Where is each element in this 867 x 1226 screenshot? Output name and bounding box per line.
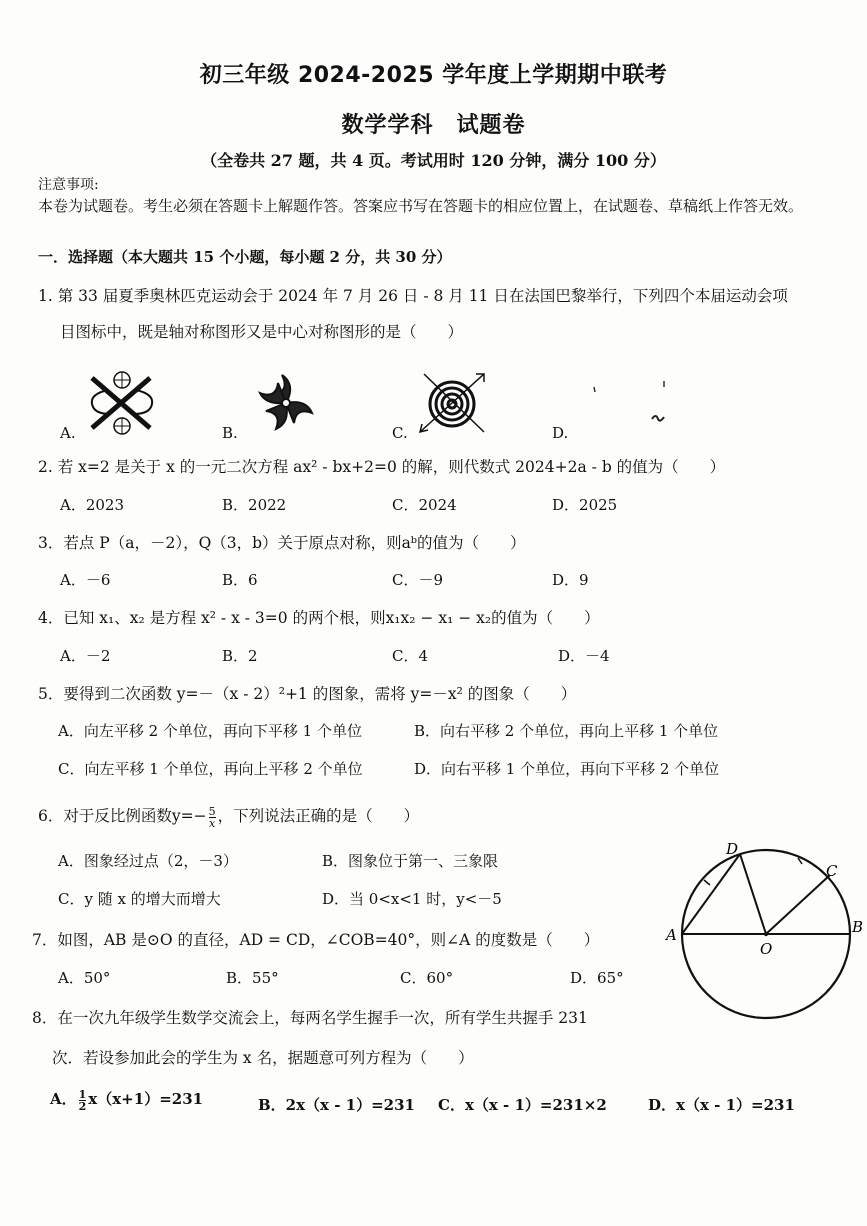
q3-option-a: A．－6 bbox=[60, 571, 111, 589]
section-title: 一．选择题（本大题共 15 个小题，每小题 2 分，共 30 分） bbox=[38, 248, 452, 266]
q4-option-d: D．－4 bbox=[558, 647, 610, 665]
basketball-icon bbox=[84, 370, 160, 436]
q4-stem: 4．已知 x₁、x₂ 是方程 x² - x - 3=0 的两个根，则x₁x₂ − x₁ − x₂的值为（ ） bbox=[38, 609, 600, 627]
q4-option-c: C．4 bbox=[392, 647, 429, 665]
q6-stem bbox=[38, 804, 419, 829]
q8-frac-den: 2 bbox=[78, 1099, 87, 1113]
q3-option-b: B．6 bbox=[222, 571, 258, 589]
label-b: B bbox=[852, 918, 864, 936]
label-a: A bbox=[666, 926, 677, 944]
q8-option-a-fraction bbox=[79, 1089, 87, 1112]
q8-option-d: D．x（x - 1）=231 bbox=[648, 1096, 795, 1114]
q2-option-d: D．2025 bbox=[552, 496, 618, 514]
q6-frac-num: 5 bbox=[208, 804, 216, 818]
q2-option-b: B．2022 bbox=[222, 496, 287, 514]
q1-option-b-label: B. bbox=[222, 424, 238, 442]
pinwheel-icon bbox=[248, 370, 324, 436]
q6-option-c: C．y 随 x 的增大而增大 bbox=[58, 890, 221, 908]
q7-stem: 7．如图，AB 是⊙O 的直径，AD = CD，∠COB=40°，则∠A 的度数是（ ） bbox=[32, 931, 600, 949]
q2-stem: 2. 若 x=2 是关于 x 的一元二次方程 ax² - bx+2=0 的解，则代数式 2024+2a - b 的值为（ ） bbox=[38, 458, 726, 476]
q6-fraction bbox=[209, 806, 216, 829]
label-d: D bbox=[726, 840, 739, 858]
q5-option-c: C．向左平移 1 个单位，再向上平移 2 个单位 bbox=[58, 760, 363, 778]
q2-option-a: A．2023 bbox=[60, 496, 125, 514]
q8-stem-line1: 8．在一次九年级学生数学交流会上，每两名学生握手一次，所有学生共握手 231 bbox=[32, 1009, 588, 1027]
archery-target-icon bbox=[414, 368, 490, 438]
exam-subtitle: 数学学科 试题卷 bbox=[341, 113, 526, 138]
q8-option-c: C．x（x - 1）=231×2 bbox=[438, 1096, 607, 1114]
q7-option-a: A．50° bbox=[58, 969, 111, 987]
q6-stem-post: ，下列说法正确的是（ ） bbox=[217, 807, 420, 825]
q5-stem: 5．要得到二次函数 y=－（x - 2）²+1 的图象，需将 y=－x² 的图象（ ） bbox=[38, 685, 577, 703]
q6-option-d: D．当 0<x<1 时，y<－5 bbox=[322, 890, 502, 908]
q6-stem-pre: 6．对于反比例函数y=− bbox=[38, 807, 207, 825]
q3-option-d: D．9 bbox=[552, 571, 589, 589]
circle-diagram bbox=[660, 832, 865, 1027]
q4-option-b: B．2 bbox=[222, 647, 258, 665]
notice-text: 本卷为试题卷。考生必须在答题卡上解题作答。答案应书写在答题卡的相应位置上，在试题卷、草稿纸上作答无效。 bbox=[38, 197, 804, 215]
exam-meta: （全卷共 27 题，共 4 页。考试用时 120 分钟，满分 100 分） bbox=[201, 151, 666, 170]
q7-option-c: C．60° bbox=[400, 969, 454, 987]
q3-stem: 3．若点 P（a，－2），Q（3，b）关于原点对称，则aᵇ的值为（ ） bbox=[38, 534, 526, 552]
q5-option-d: D．向右平移 1 个单位，再向下平移 2 个单位 bbox=[414, 760, 720, 778]
q5-option-a: A．向左平移 2 个单位，再向下平移 1 个单位 bbox=[58, 722, 362, 740]
label-c: C bbox=[826, 862, 838, 880]
q1-stem-line1: 1. 第 33 届夏季奥林匹克运动会于 2024 年 7 月 26 日 - 8 月 11 日在法国巴黎举行，下列四个本届运动会项 bbox=[38, 287, 788, 305]
q3-option-c: C．－9 bbox=[392, 571, 444, 589]
q8-frac-num: 1 bbox=[78, 1087, 87, 1101]
q6-option-b: B．图象位于第一、三象限 bbox=[322, 852, 499, 870]
faint-icon bbox=[580, 375, 690, 435]
q4-option-a: A．－2 bbox=[60, 647, 111, 665]
q1-option-d-label: D. bbox=[552, 424, 569, 442]
q7-option-b: B．55° bbox=[226, 969, 279, 987]
notice-title: 注意事项: bbox=[38, 177, 99, 193]
q8-stem-line2: 次．若设参加此会的学生为 x 名，据题意可列方程为（ ） bbox=[52, 1049, 474, 1067]
q2-option-c: C．2024 bbox=[392, 496, 457, 514]
q6-option-a: A．图象经过点（2，－3） bbox=[58, 852, 238, 870]
q1-option-c-label: C. bbox=[392, 424, 408, 442]
exam-title: 初三年级 2024-2025 学年度上学期期中联考 bbox=[199, 63, 668, 88]
q8-option-a-label: A． bbox=[50, 1090, 77, 1108]
q8-option-a bbox=[50, 1088, 203, 1112]
q8-option-a-text: x（x+1）=231 bbox=[88, 1090, 204, 1108]
q1-stem-line2: 目图标中，既是轴对称图形又是中心对称图形的是（ ） bbox=[60, 323, 464, 341]
q6-frac-den: x bbox=[208, 816, 216, 830]
q8-option-b: B．2x（x - 1）=231 bbox=[258, 1096, 415, 1114]
q7-option-d: D．65° bbox=[570, 969, 624, 987]
label-o: O bbox=[760, 940, 773, 958]
q1-option-a-label: A. bbox=[60, 424, 76, 442]
q5-option-b: B．向右平移 2 个单位，再向上平移 1 个单位 bbox=[414, 722, 719, 740]
